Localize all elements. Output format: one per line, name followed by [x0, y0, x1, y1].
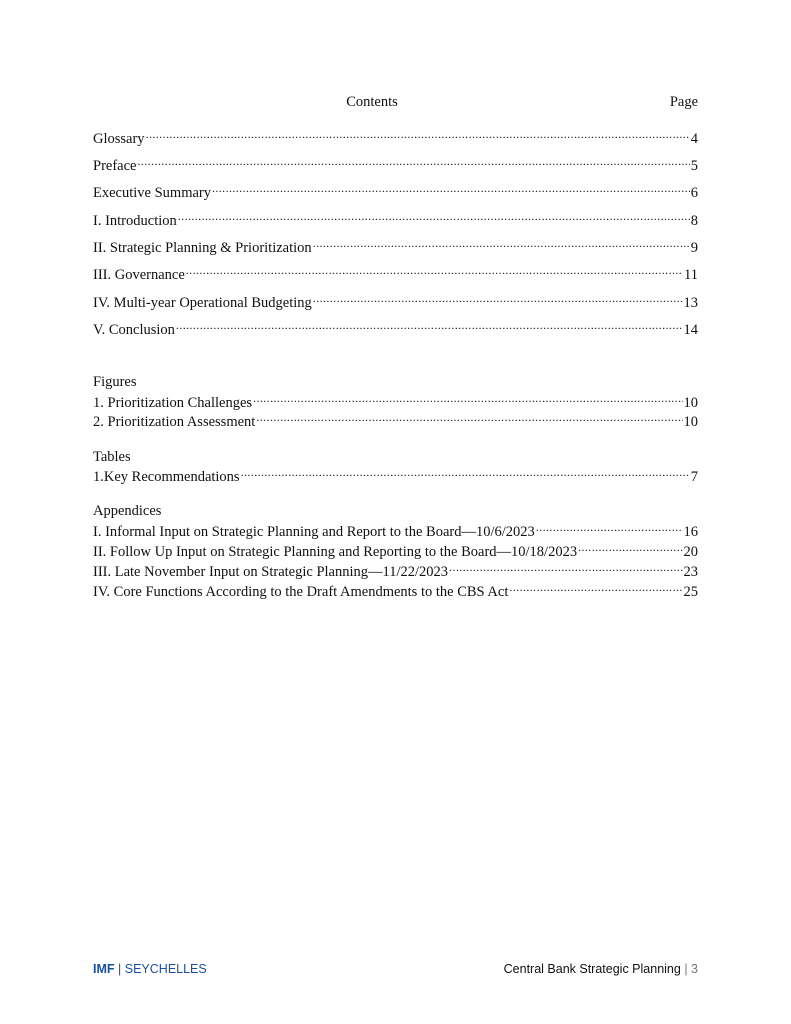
toc-entry-page: 11	[684, 267, 698, 283]
footer-doc-info	[504, 962, 698, 976]
imf-brand: IMF	[93, 962, 115, 976]
toc-entry-strategic-planning[interactable]	[93, 238, 698, 257]
toc-entry-page: 20	[683, 544, 698, 560]
toc-entry-page: 25	[683, 584, 698, 600]
toc-entry-page: 10	[683, 414, 698, 430]
dot-leader	[449, 562, 682, 576]
toc-entry-label: Preface	[93, 158, 137, 174]
dot-leader	[178, 211, 690, 225]
dot-leader	[253, 393, 682, 407]
toc-entry-page: 10	[683, 395, 698, 411]
dot-leader	[146, 129, 690, 143]
footer-doc-title: Central Bank Strategic Planning	[503, 962, 681, 976]
footer-separator: |	[118, 962, 122, 976]
footer-separator: |	[684, 962, 688, 976]
toc-entry-page: 8	[690, 213, 698, 229]
toc-header	[93, 94, 698, 112]
appendices-heading: Appendices	[93, 503, 162, 519]
toc-entry-label: Glossary	[93, 131, 145, 147]
toc-entry-page: 9	[690, 240, 698, 256]
toc-entry-label: Executive Summary	[93, 185, 211, 201]
toc-entry-introduction[interactable]	[93, 211, 698, 230]
toc-entry-label: I. Introduction	[93, 213, 177, 229]
tables-heading: Tables	[93, 449, 131, 465]
dot-leader	[256, 412, 682, 426]
dot-leader	[186, 265, 683, 279]
toc-appendix-4[interactable]	[93, 582, 698, 601]
toc-appendix-1[interactable]	[93, 522, 698, 541]
toc-entry-label: III. Late November Input on Strategic Planning—11/22/2023	[93, 564, 449, 580]
toc-figure-2[interactable]	[93, 412, 698, 431]
dot-leader	[313, 238, 690, 252]
toc-entry-conclusion[interactable]	[93, 320, 698, 339]
dot-leader	[176, 320, 683, 334]
toc-entry-label: V. Conclusion	[93, 322, 175, 338]
toc-figure-1[interactable]	[93, 393, 698, 412]
dot-leader	[313, 293, 683, 307]
toc-entry-page: 5	[690, 158, 698, 174]
toc-entry-multi-year-budgeting[interactable]	[93, 293, 698, 312]
toc-entry-label: 2. Prioritization Assessment	[93, 414, 256, 430]
toc-entry-preface[interactable]	[93, 156, 698, 175]
toc-entry-glossary[interactable]	[93, 129, 698, 148]
toc-entry-label: IV. Multi-year Operational Budgeting	[93, 295, 312, 311]
dot-leader	[578, 542, 682, 556]
figures-heading: Figures	[93, 374, 137, 390]
dot-leader	[241, 467, 690, 481]
page-footer	[93, 962, 698, 980]
toc-entry-label: I. Informal Input on Strategic Planning and Report to the Board—10/6/2023	[93, 524, 535, 540]
toc-appendix-3[interactable]	[93, 562, 698, 581]
toc-entry-page: 7	[690, 469, 698, 485]
footer-country: SEYCHELLES	[124, 962, 207, 976]
toc-entry-page: 14	[683, 322, 698, 338]
footer-brand	[93, 962, 207, 976]
toc-entry-label: III. Governance	[93, 267, 185, 283]
page-column-label: Page	[669, 94, 698, 110]
toc-entry-label: II. Strategic Planning & Prioritization	[93, 240, 312, 256]
dot-leader	[137, 156, 689, 170]
toc-appendix-2[interactable]	[93, 542, 698, 561]
toc-entry-executive-summary[interactable]	[93, 183, 698, 202]
dot-leader	[509, 582, 682, 596]
toc-entry-page: 23	[683, 564, 698, 580]
dot-leader	[536, 522, 683, 536]
toc-entry-page: 16	[683, 524, 698, 540]
toc-entry-page: 4	[690, 131, 698, 147]
toc-entry-label: IV. Core Functions According to the Draft Amendments to the CBS Act	[93, 584, 509, 600]
toc-entry-label: 1.Key Recommendations	[93, 469, 240, 485]
toc-entry-page: 13	[683, 295, 698, 311]
toc-entry-label: 1. Prioritization Challenges	[93, 395, 253, 411]
toc-entry-label: II. Follow Up Input on Strategic Planning and Reporting to the Board—10/18/2023	[93, 544, 578, 560]
toc-entry-governance[interactable]	[93, 265, 698, 284]
toc-entry-page: 6	[690, 185, 698, 201]
dot-leader	[212, 183, 690, 197]
toc-table-1[interactable]	[93, 467, 698, 486]
contents-title: Contents	[346, 94, 398, 110]
footer-page-number: 3	[691, 962, 698, 976]
